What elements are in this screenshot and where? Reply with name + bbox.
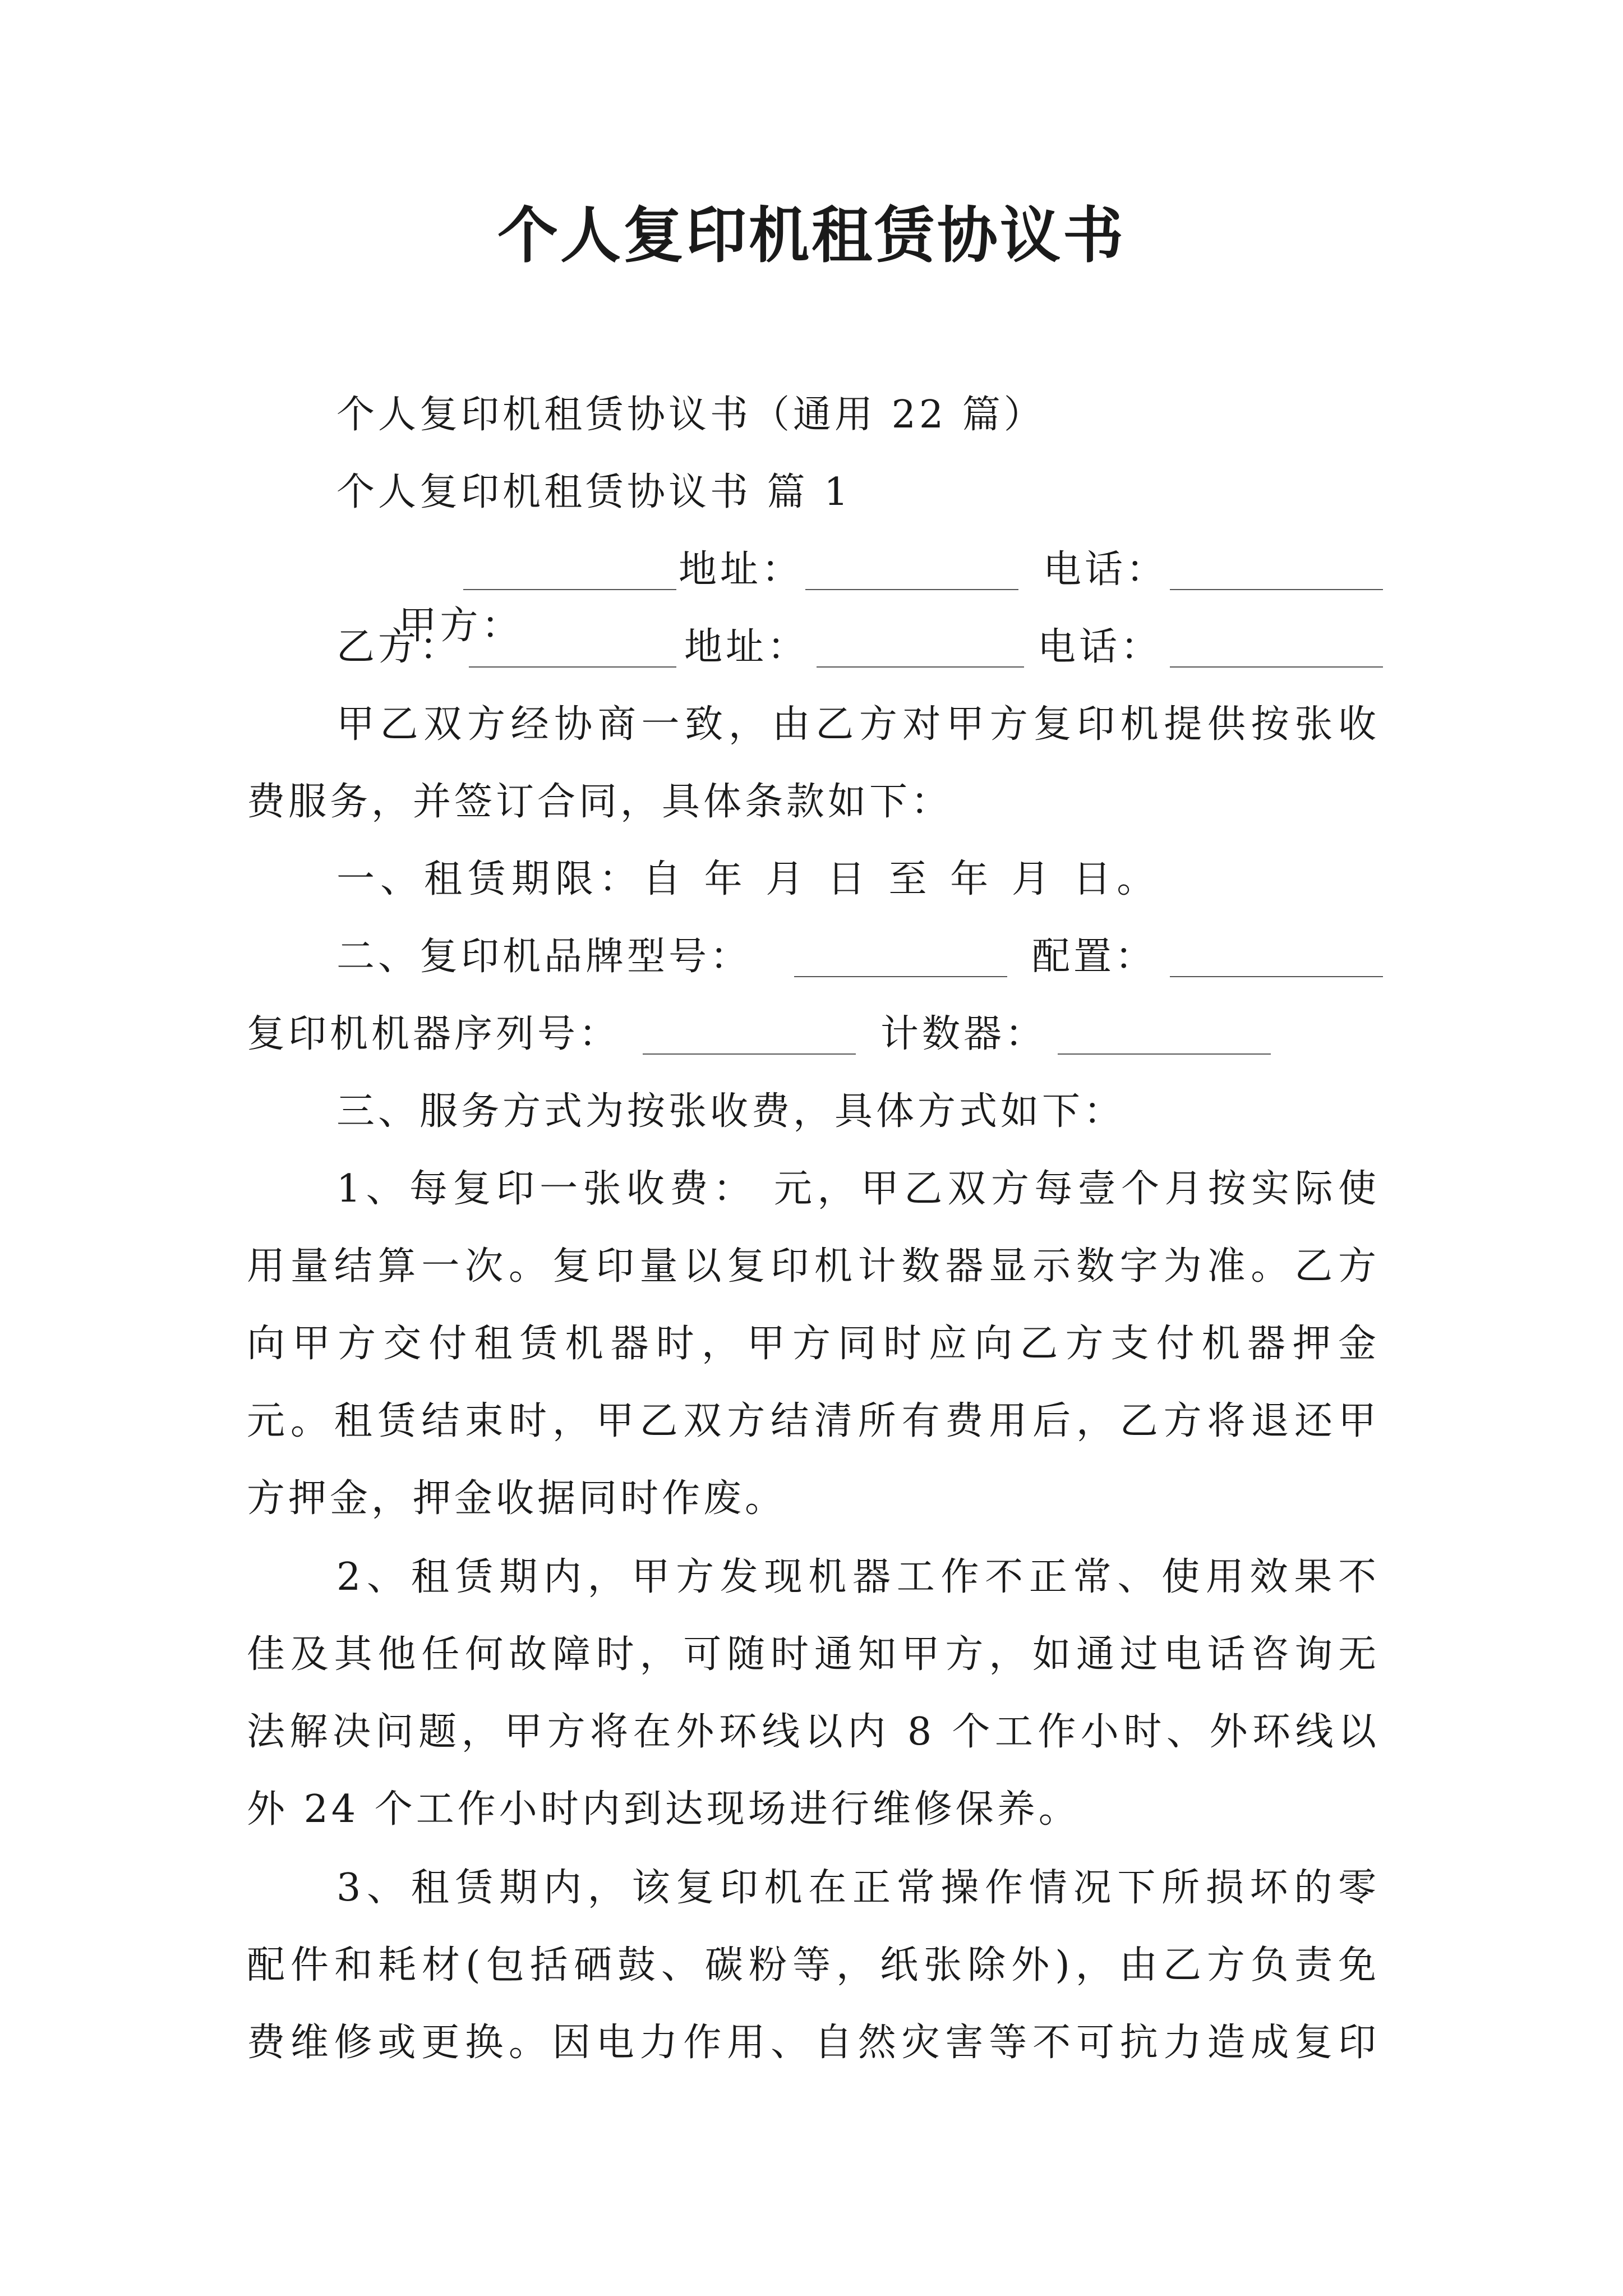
counter-field[interactable]	[1058, 1020, 1271, 1055]
party-a-phone-label: 电话：	[1043, 547, 1168, 592]
party-a-phone-field[interactable]	[1170, 555, 1383, 590]
party-b-address-field[interactable]	[817, 633, 1024, 668]
clause-2-serial-label: 复印机机器序列号：	[247, 1012, 621, 1056]
item-2-line-1: 2、租赁期内，甲方发现机器工作不正常、使用效果不	[336, 1555, 1380, 1599]
party-a-address-label: 地址：	[679, 547, 804, 592]
party-a-label: 甲方：	[398, 604, 523, 648]
party-a-address-field[interactable]	[805, 555, 1018, 590]
clause-1: 一、租赁期限：自 年 月 日 至 年 月 日。	[336, 857, 1161, 901]
document-title: 个人复印机租赁协议书	[497, 200, 1126, 271]
item-1-line-4: 元。租赁结束时，甲乙双方结清所有费用后，乙方将退还甲	[247, 1399, 1380, 1443]
brand-model-field[interactable]	[794, 942, 1007, 977]
item-1-line-1: 1、每复印一张收费： 元，甲乙双方每壹个月按实际使	[336, 1167, 1380, 1211]
party-b-phone-label: 电话：	[1038, 625, 1163, 669]
item-2-line-3: 法解决问题，甲方将在外环线以内 8 个工作小时、外环线以	[247, 1710, 1380, 1754]
serial-number-field[interactable]	[643, 1020, 856, 1055]
subtitle: 个人复印机租赁协议书（通用 22 篇）	[336, 393, 1045, 437]
item-3-line-3: 费维修或更换。因电力作用、自然灾害等不可抗力造成复印	[247, 2021, 1380, 2065]
clause-2-counter-label: 计数器：	[880, 1012, 1047, 1056]
intro-line-2: 费服务，并签订合同，具体条款如下：	[247, 780, 953, 824]
party-b-name-field[interactable]	[469, 633, 676, 668]
section-heading: 个人复印机租赁协议书 篇 1	[336, 470, 852, 514]
item-1-line-3: 向甲方交付租赁机器时，甲方同时应向乙方支付机器押金	[247, 1322, 1380, 1366]
config-field[interactable]	[1170, 942, 1383, 977]
clause-3: 三、服务方式为按张收费，具体方式如下：	[336, 1089, 1126, 1134]
item-1-line-2: 用量结算一次。复印量以复印机计数器显示数字为准。乙方	[247, 1244, 1380, 1289]
clause-2-brand-label: 二、复印机品牌型号：	[336, 935, 752, 979]
party-a-name-field[interactable]	[463, 555, 676, 590]
item-3-line-1: 3、租赁期内，该复印机在正常操作情况下所损坏的零	[336, 1866, 1380, 1910]
item-1-line-5: 方押金，押金收据同时作废。	[247, 1476, 787, 1521]
party-b-address-label: 地址：	[684, 625, 809, 669]
clause-2-config-label: 配置：	[1032, 935, 1157, 979]
intro-line-1: 甲乙双方经协商一致，由乙方对甲方复印机提供按张收	[336, 702, 1380, 747]
item-3-line-2: 配件和耗材(包括硒鼓、碳粉等，纸张除外)，由乙方负责免	[247, 1943, 1380, 1987]
party-b-label: 乙方：	[336, 625, 462, 669]
item-2-line-4: 外 24 个工作小时内到达现场进行维修保养。	[247, 1787, 1080, 1832]
item-2-line-2: 佳及其他任何故障时，可随时通知甲方，如通过电话咨询无	[247, 1632, 1380, 1677]
party-b-phone-field[interactable]	[1170, 633, 1383, 668]
